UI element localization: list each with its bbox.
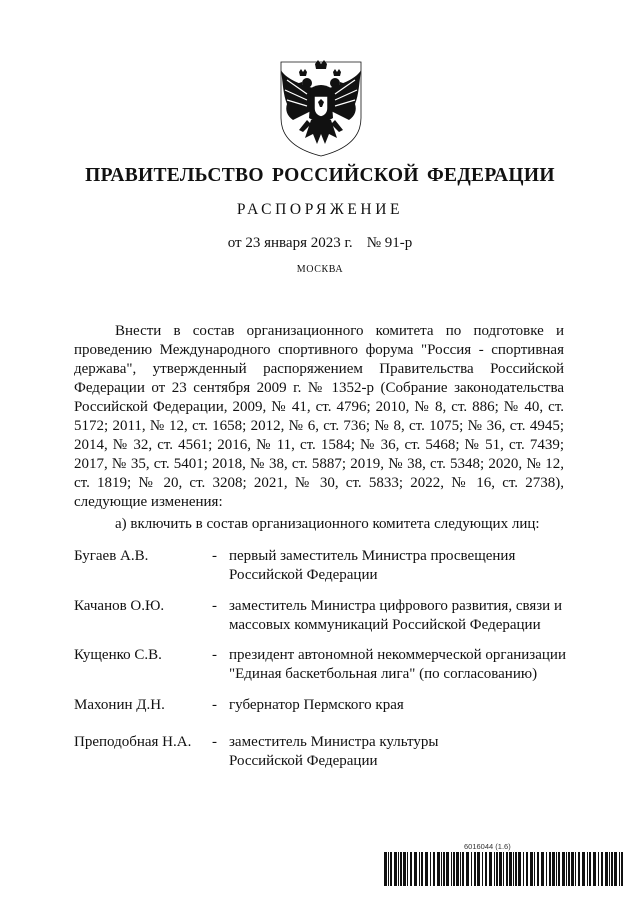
member-position-line: Российской Федерации xyxy=(229,753,378,769)
member-name: Преподобная Н.А. xyxy=(74,734,192,750)
member-position-line: президент автономной некоммерческой организации xyxy=(229,647,566,663)
member-position-line: заместитель Министра цифрового развития, связи и xyxy=(229,598,562,614)
member-name: Кущенко С.В. xyxy=(74,647,162,663)
member-position xyxy=(229,646,574,684)
member-position xyxy=(229,696,574,715)
member-position xyxy=(229,733,574,771)
member-dash: - xyxy=(212,697,217,713)
member-name: Бугаев А.В. xyxy=(74,548,149,564)
item-a-text: а) включить в состав организационного комитета следующих лиц: xyxy=(115,516,540,532)
document-barcode-block xyxy=(384,842,624,888)
member-position-line: губернатор Пермского края xyxy=(229,697,404,713)
government-title: ПРАВИТЕЛЬСТВО РОССИЙСКОЙ ФЕДЕРАЦИИ xyxy=(85,165,555,186)
member-dash: - xyxy=(212,734,217,750)
member-position xyxy=(229,547,574,585)
member-position-line: Российской Федерации xyxy=(229,567,378,583)
member-position-line: массовых коммуникаций Российской Федерации xyxy=(229,617,541,633)
document-date: от 23 января 2023 г. xyxy=(227,235,353,251)
member-dash: - xyxy=(212,548,217,564)
member-position-line: заместитель Министра культуры xyxy=(229,734,439,750)
document-date-line xyxy=(0,235,640,252)
document-type: РАСПОРЯЖЕНИЕ xyxy=(236,201,404,218)
main-paragraph: Внести в состав организационного комитета по подготовке и проведению Международного спортивного форума "Россия - спортивная держава", утвержденный распоряжением Правительства Российской Федерации от 23 сентября 2009 г. № 1352-р (Собрание законодательства Российской Федерации, 2009, № 41, ст. 4796; 2010, № 8, ст. 886; № 40, ст. 5172; 2011, № 12, ст. 1658; 2012, № 6, ст. 736; № 8, ст. 1075; № 36, ст. 4945; 2014, № 32, ст. 4561; 2016, № 11, ст. 1584; № 36, ст. 5468; № 51, ст. 7439; 2017, № 35, ст. 5401; 2018, № 38, ст. 5887; 2019, № 38, ст. 5348; 2020, № 12, ст. 1819; № 20, ст. 3208; 2021, № 30, ст. 5833; 2022, № 16, ст. 2738), следующие изменения: xyxy=(74,323,564,510)
barcode-label: 6016044 (1.6) xyxy=(464,842,511,851)
coat-of-arms-icon xyxy=(277,58,365,158)
member-dash: - xyxy=(212,647,217,663)
member-position-line: первый заместитель Министра просвещения xyxy=(229,548,516,564)
document-city: МОСКВА xyxy=(296,264,344,275)
document-number: № 91-р xyxy=(366,235,413,251)
member-name: Качанов О.Ю. xyxy=(74,598,165,614)
member-position xyxy=(229,597,574,635)
member-position-line: "Единая баскетбольная лига" (по согласованию) xyxy=(229,666,538,682)
member-name: Махонин Д.Н. xyxy=(74,697,165,713)
barcode-icon xyxy=(384,852,624,886)
member-dash: - xyxy=(212,598,217,614)
